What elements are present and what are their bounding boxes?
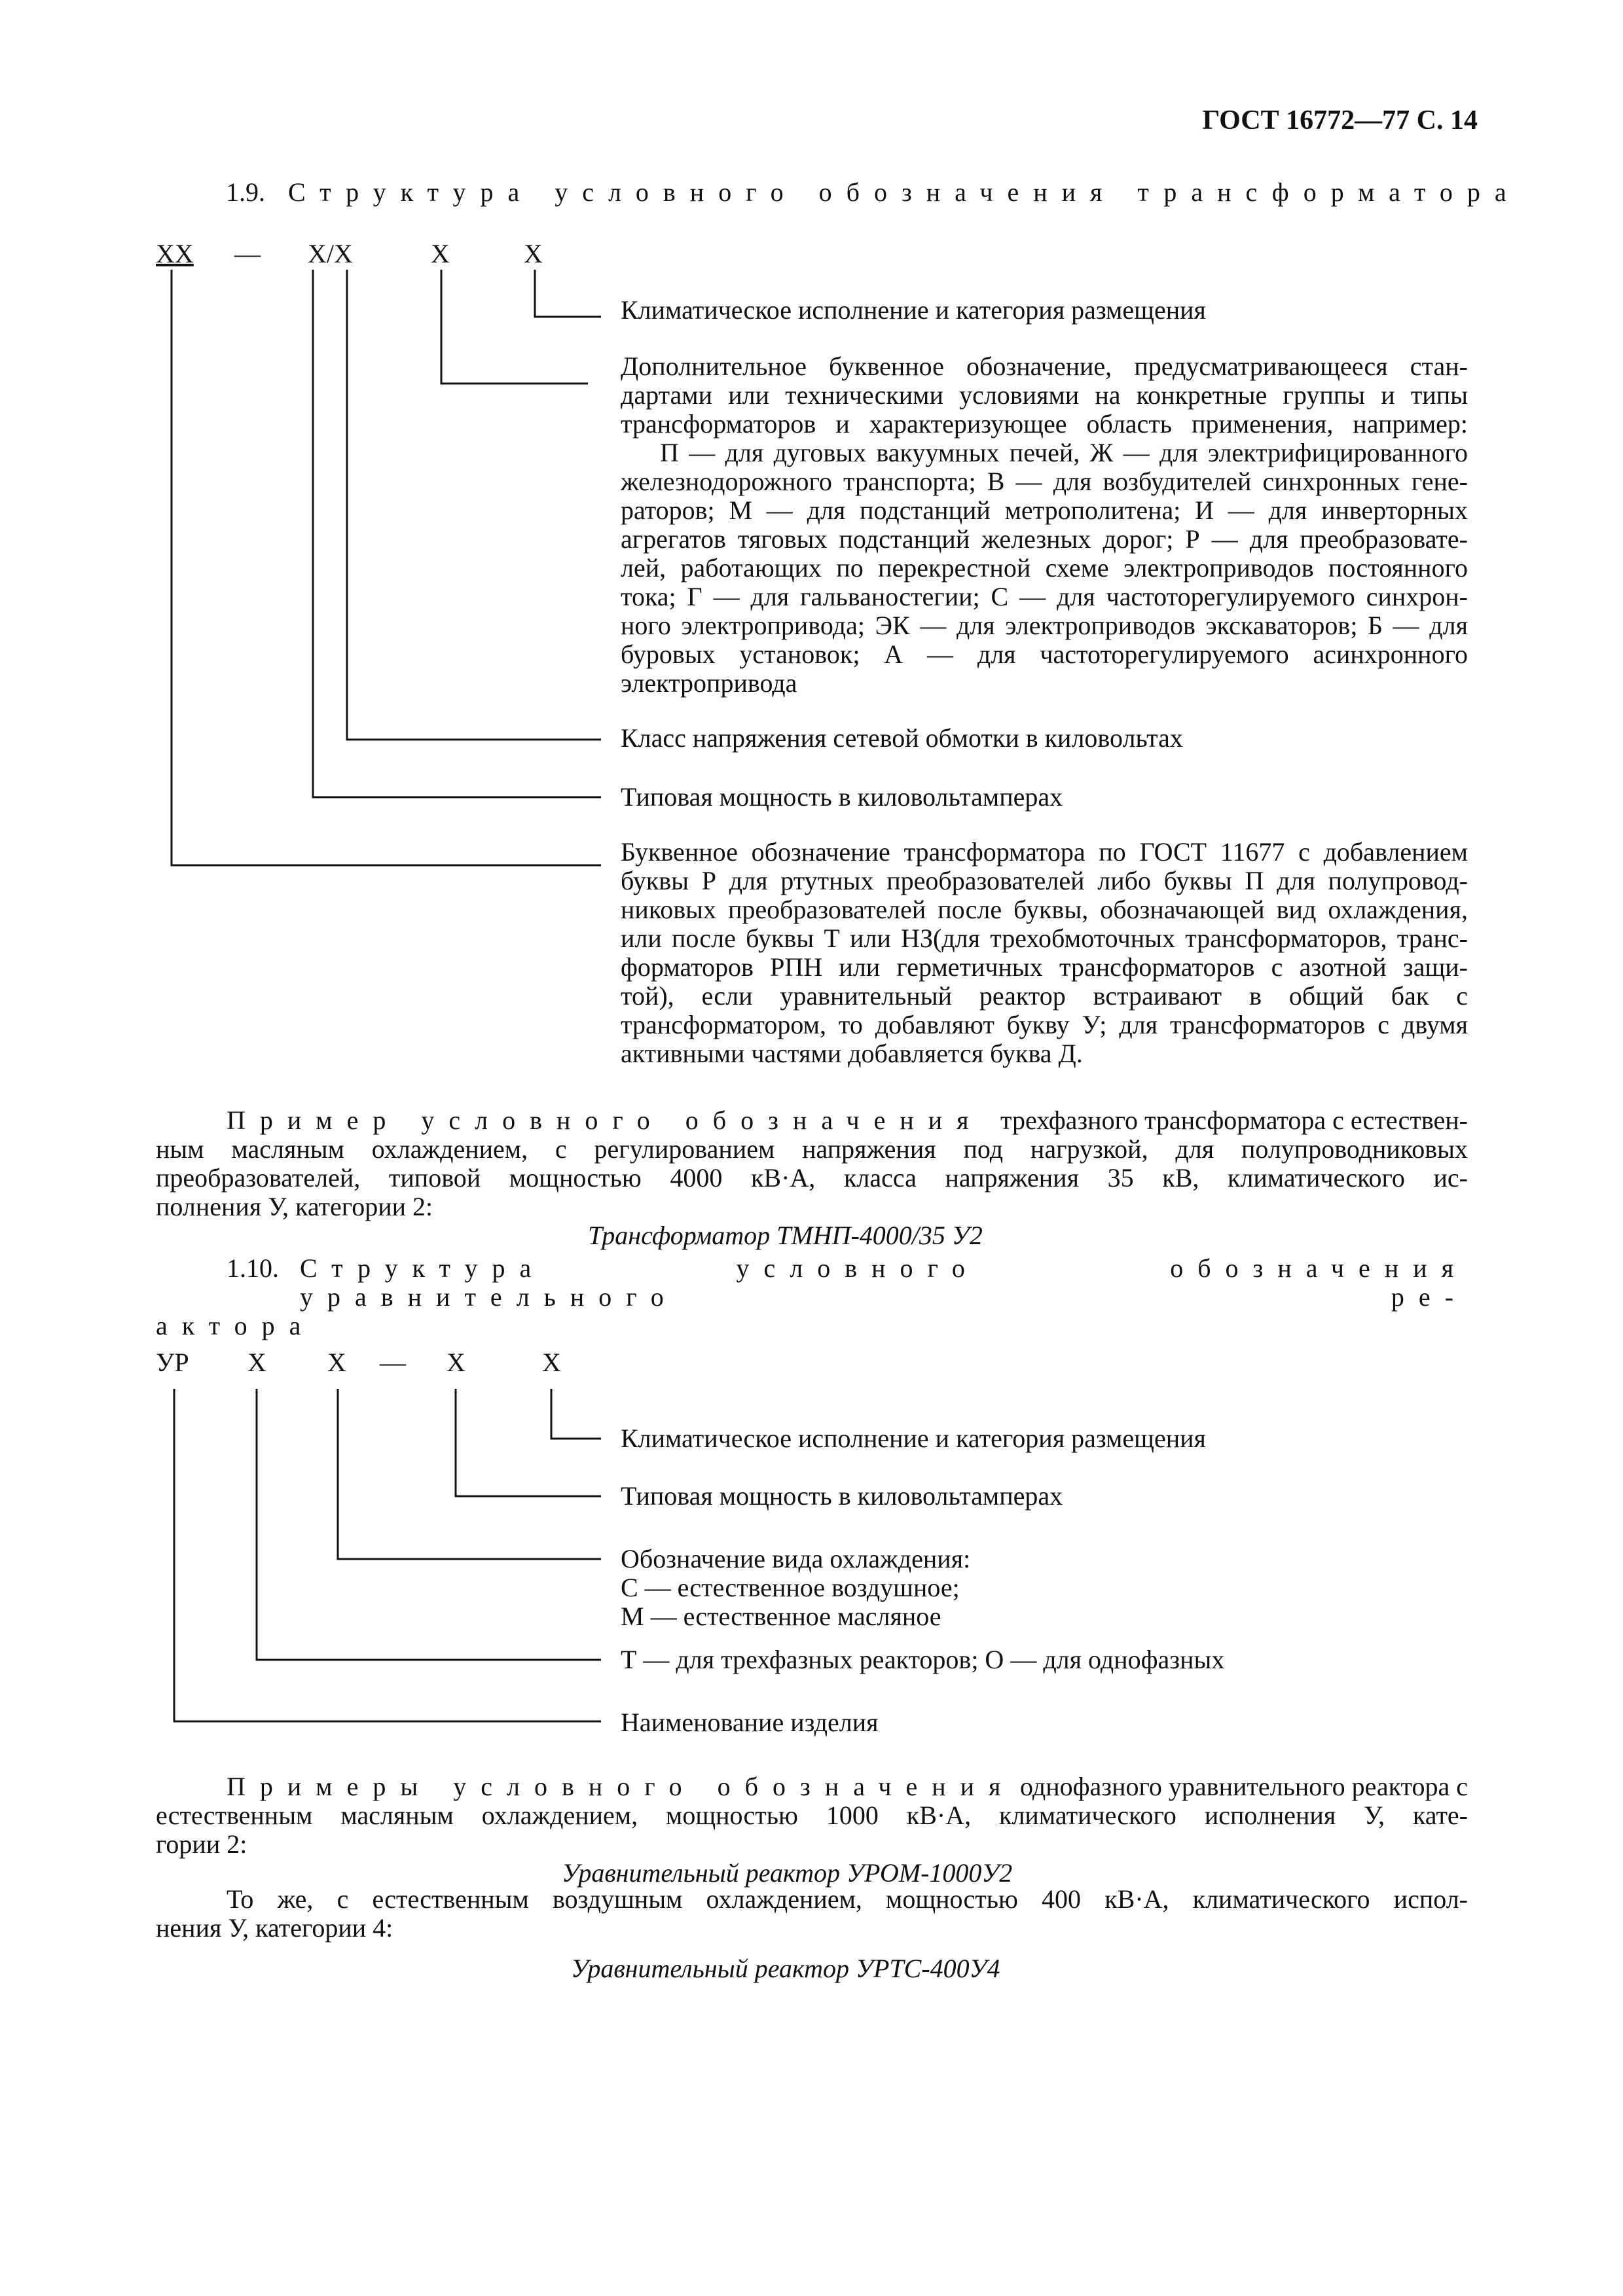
item-letter-line: активными частями добавляется буква Д.: [621, 1039, 1083, 1068]
item-letter-line: Буквенное обозначение трансформатора по ГОСТ 11677 с добавлением: [621, 837, 1468, 867]
item-extra-line: ного электропривода; ЭК — для электроприводов экскаваторов; Б — для: [621, 611, 1468, 640]
code-x-a: Х: [247, 1348, 266, 1377]
example-label: Пример условного обозначения: [227, 1105, 983, 1135]
item-extra-line: буровых установок; А — для частоторегулируемого асинхронного: [621, 639, 1468, 669]
section-1-9-number: 1.9.: [226, 177, 265, 207]
section-1-9-title: Структура условного обозначения трансформатора: [288, 177, 1521, 207]
item-cooling-line: М — естественное масляное: [621, 1602, 941, 1631]
code-x-1: Х: [431, 239, 450, 268]
line-power: [313, 270, 601, 797]
example-text-2: однофазного уравнительного реактора с: [1020, 1772, 1468, 1801]
example-text: трехфазного трансформатора с естествен-: [1000, 1105, 1468, 1135]
item-cooling-line: С — естественное воздушное;: [621, 1573, 960, 1602]
example2-line: нения У, категории 4:: [156, 1913, 393, 1943]
item-letter-line: буквы Р для ртутных преобразователей либо буквы П для полупровод-: [621, 866, 1468, 895]
line-power-2: [456, 1389, 601, 1496]
page-header: ГОСТ 16772—77 С. 14: [1202, 105, 1478, 135]
code-dash: —: [234, 239, 261, 268]
code-x-c: Х: [447, 1348, 465, 1377]
item-extra-line: трансформаторов и характеризующее область применения, например:: [621, 409, 1468, 439]
line-extra: [441, 270, 588, 384]
item-cooling-block: [621, 1545, 970, 1631]
section-1-10-title-cont: актора: [156, 1311, 316, 1340]
code-x-d: Х: [542, 1348, 561, 1377]
item-climate: Климатическое исполнение и категория размещения: [621, 295, 1206, 325]
example-1-9-first-line: [156, 1106, 1468, 1135]
code-ur: УР: [156, 1348, 189, 1377]
example-line: ным масляным охлаждением, с регулированием напряжения под нагрузкой, для полупроводниковых: [156, 1134, 1468, 1164]
code-x-b: Х: [327, 1348, 346, 1377]
example-1-10: [156, 1772, 1468, 1859]
item-extra-line: П — для дуговых вакуумных печей, Ж — для электрифицированного: [660, 438, 1468, 467]
item-extra-line: агрегатов тяговых подстанций железных дорог; Р — для преобразовате-: [621, 524, 1468, 554]
example-line-2: естественным масляным охлаждением, мощностью 1000 кВ·А, климатического исполнения У, кате-: [156, 1801, 1468, 1830]
item-name: Наименование изделия: [621, 1708, 879, 1737]
code-x-2: Х: [524, 239, 543, 268]
item-extra-block: [621, 352, 1468, 698]
item-letter-line: никовых преобразователей после буквы, обозначающей вид охлаждения,: [621, 895, 1468, 924]
example-label-2: Примеры условного обозначения: [227, 1772, 1015, 1801]
section-1-10-number: 1.10.: [227, 1253, 279, 1283]
line-voltage: [347, 270, 601, 740]
code-x-slash-x: Х/Х: [308, 239, 353, 268]
item-extra-line: дартами или техническими условиями на конкретные группы и типы: [621, 380, 1468, 410]
item-extra-line: железнодорожного транспорта; В — для возбудителей синхронных гене-: [621, 467, 1468, 496]
item-extra-line: лей, работающих по перекрестной схеме электроприводов постоянного: [621, 553, 1468, 583]
line-climate: [535, 270, 601, 317]
example-1-9-name: Трансформатор ТМНП-4000/35 У2: [588, 1221, 983, 1250]
item-phase: Т — для трехфазных реакторов; О — для однофазных: [621, 1645, 1225, 1674]
item-power-2: Типовая мощность в киловольтамперах: [621, 1481, 1063, 1511]
item-climate-2: Климатическое исполнение и категория размещения: [621, 1424, 1206, 1453]
example-line: преобразователей, типовой мощностью 4000 кВ·А, класса напряжения 35 кВ, климатического ис-: [156, 1163, 1468, 1193]
item-extra-line: Дополнительное буквенное обозначение, предусматривающееся стан-: [621, 351, 1468, 381]
section-1-10-title-block: [156, 1254, 1468, 1340]
section-1-10-title: Структура условного обозначения уравнительного ре-: [300, 1253, 1468, 1312]
item-letter-line: форматоров РПН или герметичных трансформаторов с азотной защи-: [621, 952, 1468, 982]
example-1-9: [156, 1106, 1468, 1221]
example-1-10-first-line: [156, 1772, 1468, 1801]
item-extra-line: электропривода: [621, 668, 797, 698]
section-1-10-title-line: [156, 1254, 1468, 1312]
example-1-10-name-2: Уравнительный реактор УРТС-400У4: [571, 1954, 1000, 1983]
line-name-2: [174, 1389, 601, 1721]
item-voltage: Класс напряжения сетевой обмотки в киловольтах: [621, 723, 1183, 753]
item-letter-block: [621, 838, 1468, 1068]
item-extra-line: раторов; М — для подстанций метрополитена; И — для инверторных: [621, 495, 1468, 525]
example-1-10-second: [156, 1885, 1468, 1943]
item-letter-line: той), если уравнительный реактор встраивают в общий бак с: [621, 981, 1468, 1011]
line-climate-2: [551, 1389, 601, 1439]
example-1-10-name-1: Уравнительный реактор УРОМ-1000У2: [562, 1858, 1013, 1888]
item-letter-line: или после буквы Т или НЗ(для трехобмоточных трансформаторов, транс-: [621, 924, 1468, 953]
example-line-2: гории 2:: [156, 1829, 247, 1859]
code-xx: ХХ: [156, 239, 194, 268]
item-cooling-line: Обозначение вида охлаждения:: [621, 1544, 971, 1573]
example-line: полнения У, категории 2:: [156, 1192, 433, 1221]
line-phase-2: [257, 1389, 601, 1660]
code-dash-2: —: [380, 1348, 406, 1377]
line-cooling-2: [338, 1389, 601, 1559]
line-letter: [172, 270, 601, 865]
example2-line: То же, с естественным воздушным охлаждением, мощностью 400 кВ·А, климатического испол-: [227, 1884, 1468, 1914]
item-letter-line: трансформатором, то добавляют букву У; для трансформаторов с двумя: [621, 1010, 1468, 1039]
item-extra-line: тока; Г — для гальваностегии; С — для частоторегулируемого синхрон-: [621, 582, 1468, 611]
item-power: Типовая мощность в киловольтамперах: [621, 782, 1063, 812]
